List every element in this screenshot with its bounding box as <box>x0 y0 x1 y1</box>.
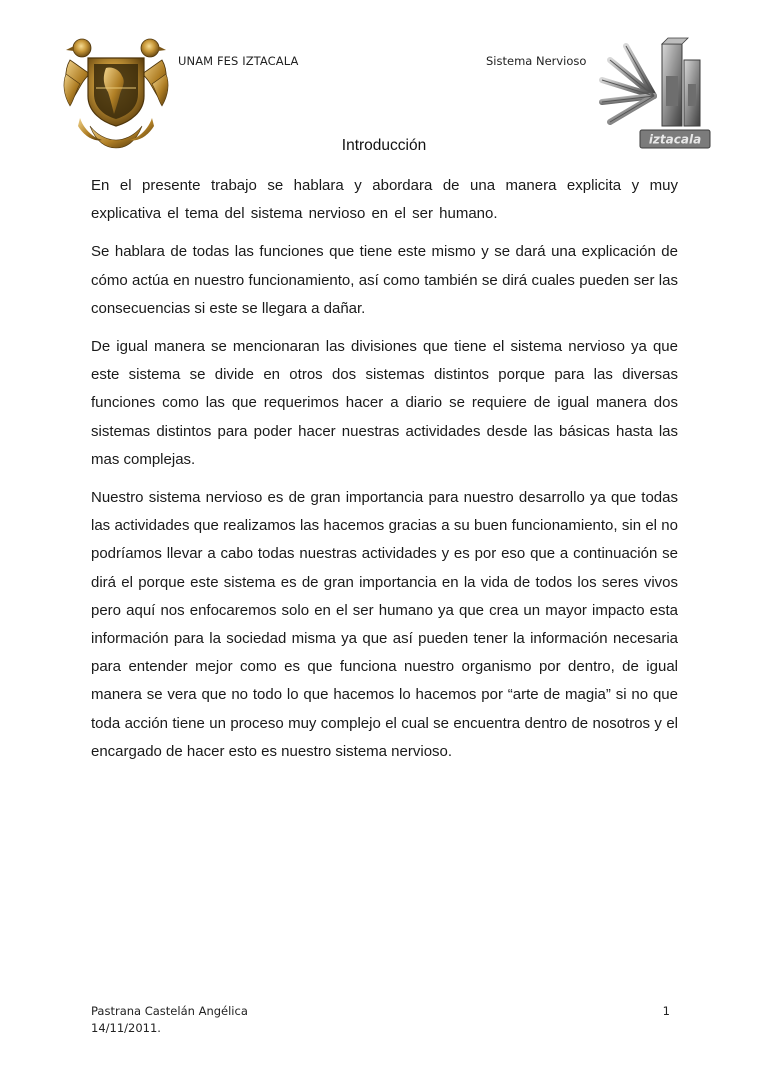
paragraph-4: Nuestro sistema nervioso es de gran importancia para nuestro desarrollo ya que todas las actividades que realizamos las hacemos gracias a su buen funcionamiento, sin el no podríamos llevar a cabo todas nuestras actividades y es por eso que a continuación se dirá el porque este sistema es de gran importancia en la vida de todos los seres vivos pero aquí nos enfocaremos solo en el ser humano ya que crea un mayor impacto esta información para la sociedad misma ya que así pueden tener la información necesaria para entender mejor como es que funciona nuestro organismo por dentro, de igual manera se vera que no todo lo que hacemos lo hacemos por “arte de magia” si no que toda acción tiene un proceso muy complejo el cual se encuentra dentro de nosotros y el encargado de hacer esto es nuestro sistema nervioso. <box>91 489 678 760</box>
header-institution: UNAM FES IZTACALA <box>178 54 299 68</box>
logo-wordmark: iztacala <box>648 132 702 147</box>
document-title: Introducción <box>341 137 427 154</box>
header-subject: Sistema Nervioso <box>486 54 587 68</box>
unam-crest-icon <box>60 30 172 152</box>
page-footer <box>91 1003 678 1037</box>
document-body <box>91 172 678 776</box>
footer-date: 14/11/2011. <box>91 1021 161 1035</box>
page-header <box>0 0 768 160</box>
page-number: 1 <box>662 1004 670 1018</box>
paragraph-3: De igual manera se mencionaran las divisiones que tiene el sistema nervioso ya que este sistema se divide en otros dos sistemas distintos porque para las diversas funciones como las que requerimos hacer a diario se requiere de igual manera dos sistemas distintos para poder hacer nuestras actividades desde las básicas hasta las mas complejas. <box>91 338 678 468</box>
footer-author: Pastrana Castelán Angélica <box>91 1004 248 1018</box>
paragraph-2: Se hablara de todas las funciones que tiene este mismo y se dará una explicación de cómo actúa en nuestro funcionamiento, así como también se dirá cuales pueden ser las consecuencias si este se llegara a dañar. <box>91 243 678 317</box>
paragraph-1: En el presente trabajo se hablara y abordara de una manera explicita y muy explicativa el tema del sistema nervioso en el ser humano. <box>91 177 678 223</box>
